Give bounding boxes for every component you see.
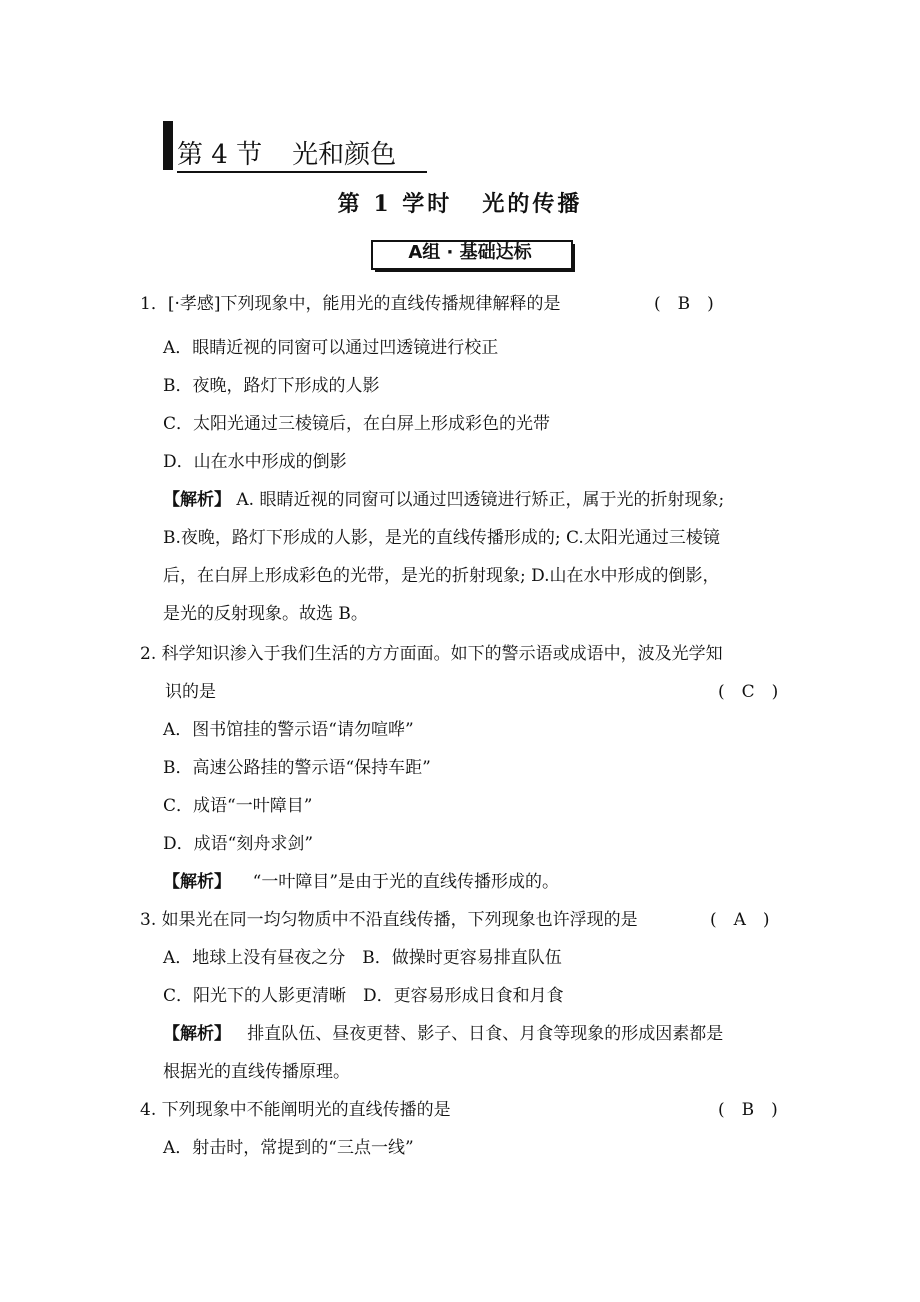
- q3-analysis-text-1: 排直队伍、昼夜更替、影子、日食、月食等现象的形成因素都是: [247, 1024, 724, 1044]
- q1-option-d: D．山在水中形成的倒影: [163, 452, 347, 472]
- section-marker-bar: [163, 121, 173, 170]
- q1-option-b: B．夜晚，路灯下形成的人影: [163, 376, 380, 396]
- q2-answer: ( C ): [718, 682, 779, 702]
- group-label: A组 · 基础达标: [408, 242, 532, 263]
- q4-option-a: A．射击时，常提到的“三点一线”: [163, 1138, 414, 1158]
- lesson-title: [0, 190, 920, 218]
- q3-answer: ( A ): [710, 910, 770, 930]
- q2-stem-line1: 2. 科学知识渗入于我们生活的方方面面。如下的警示语或成语中，波及光学知: [140, 644, 723, 664]
- q3-analysis-line1: [163, 1023, 723, 1045]
- q1-option-c: C．太阳光通过三棱镜后，在白屏上形成彩色的光带: [163, 414, 551, 434]
- lesson-number: 第 1 学时: [337, 191, 453, 217]
- q2-option-b: B．高速公路挂的警示语“保持车距”: [163, 758, 431, 778]
- q2-option-d: D．成语“刻舟求剑”: [163, 834, 314, 854]
- q1-answer: ( B ): [654, 294, 714, 314]
- group-box-shadow: [375, 270, 573, 272]
- q2-option-c: C．成语“一叶障目”: [163, 796, 313, 816]
- q2-option-a: A．图书馆挂的警示语“请勿喧哗”: [163, 720, 414, 740]
- q2-analysis-label: 【解析】: [163, 872, 231, 892]
- section-title: [177, 140, 396, 170]
- lesson-title-text: 光的传播: [482, 191, 583, 217]
- q4-stem: 4. 下列现象中不能阐明光的直线传播的是: [140, 1100, 451, 1120]
- q2-analysis-text: “一叶障目”是由于光的直线传播形成的。: [252, 872, 560, 892]
- q1-analysis-text-1: A. 眼睛近视的同窗可以通过凹透镜进行矫正，属于光的折射现象;: [236, 490, 725, 510]
- q2-stem-line2: 识的是: [165, 682, 216, 702]
- q2-analysis: [163, 871, 559, 893]
- q4-answer: ( B ): [718, 1100, 778, 1120]
- section-number: 第 4 节: [177, 140, 263, 170]
- q3-options-row2: C．阳光下的人影更清晰 D．更容易形成日食和月食: [163, 986, 564, 1006]
- q1-stem: 1．[·孝感]下列现象中，能用光的直线传播规律解释的是: [140, 294, 561, 314]
- section-title-text: 光和颜色: [292, 140, 397, 170]
- section-underline: [177, 171, 427, 173]
- q1-analysis-line3: 后，在白屏上形成彩色的光带，是光的折射现象; D.山在水中形成的倒影，: [163, 566, 720, 586]
- q3-stem: 3. 如果光在同一均匀物质中不沿直线传播，下列现象也许浮现的是: [140, 910, 638, 930]
- q3-analysis-line2: 根据光的直线传播原理。: [163, 1062, 350, 1082]
- group-box-shadow-right: [573, 244, 575, 272]
- q3-analysis-label: 【解析】: [163, 1024, 231, 1044]
- q1-analysis-line1: [163, 489, 781, 511]
- q1-option-a: A．眼睛近视的同窗可以通过凹透镜进行校正: [163, 338, 499, 358]
- q1-analysis-label: 【解析】: [163, 490, 231, 510]
- q3-options-row1: A．地球上没有昼夜之分 B．做操时更容易排直队伍: [163, 948, 562, 968]
- q1-analysis-line4: 是光的反射现象。故选 B。: [163, 604, 368, 624]
- q1-analysis-line2: B.夜晚，路灯下形成的人影，是光的直线传播形成的; C.太阳光通过三棱镜: [163, 528, 720, 548]
